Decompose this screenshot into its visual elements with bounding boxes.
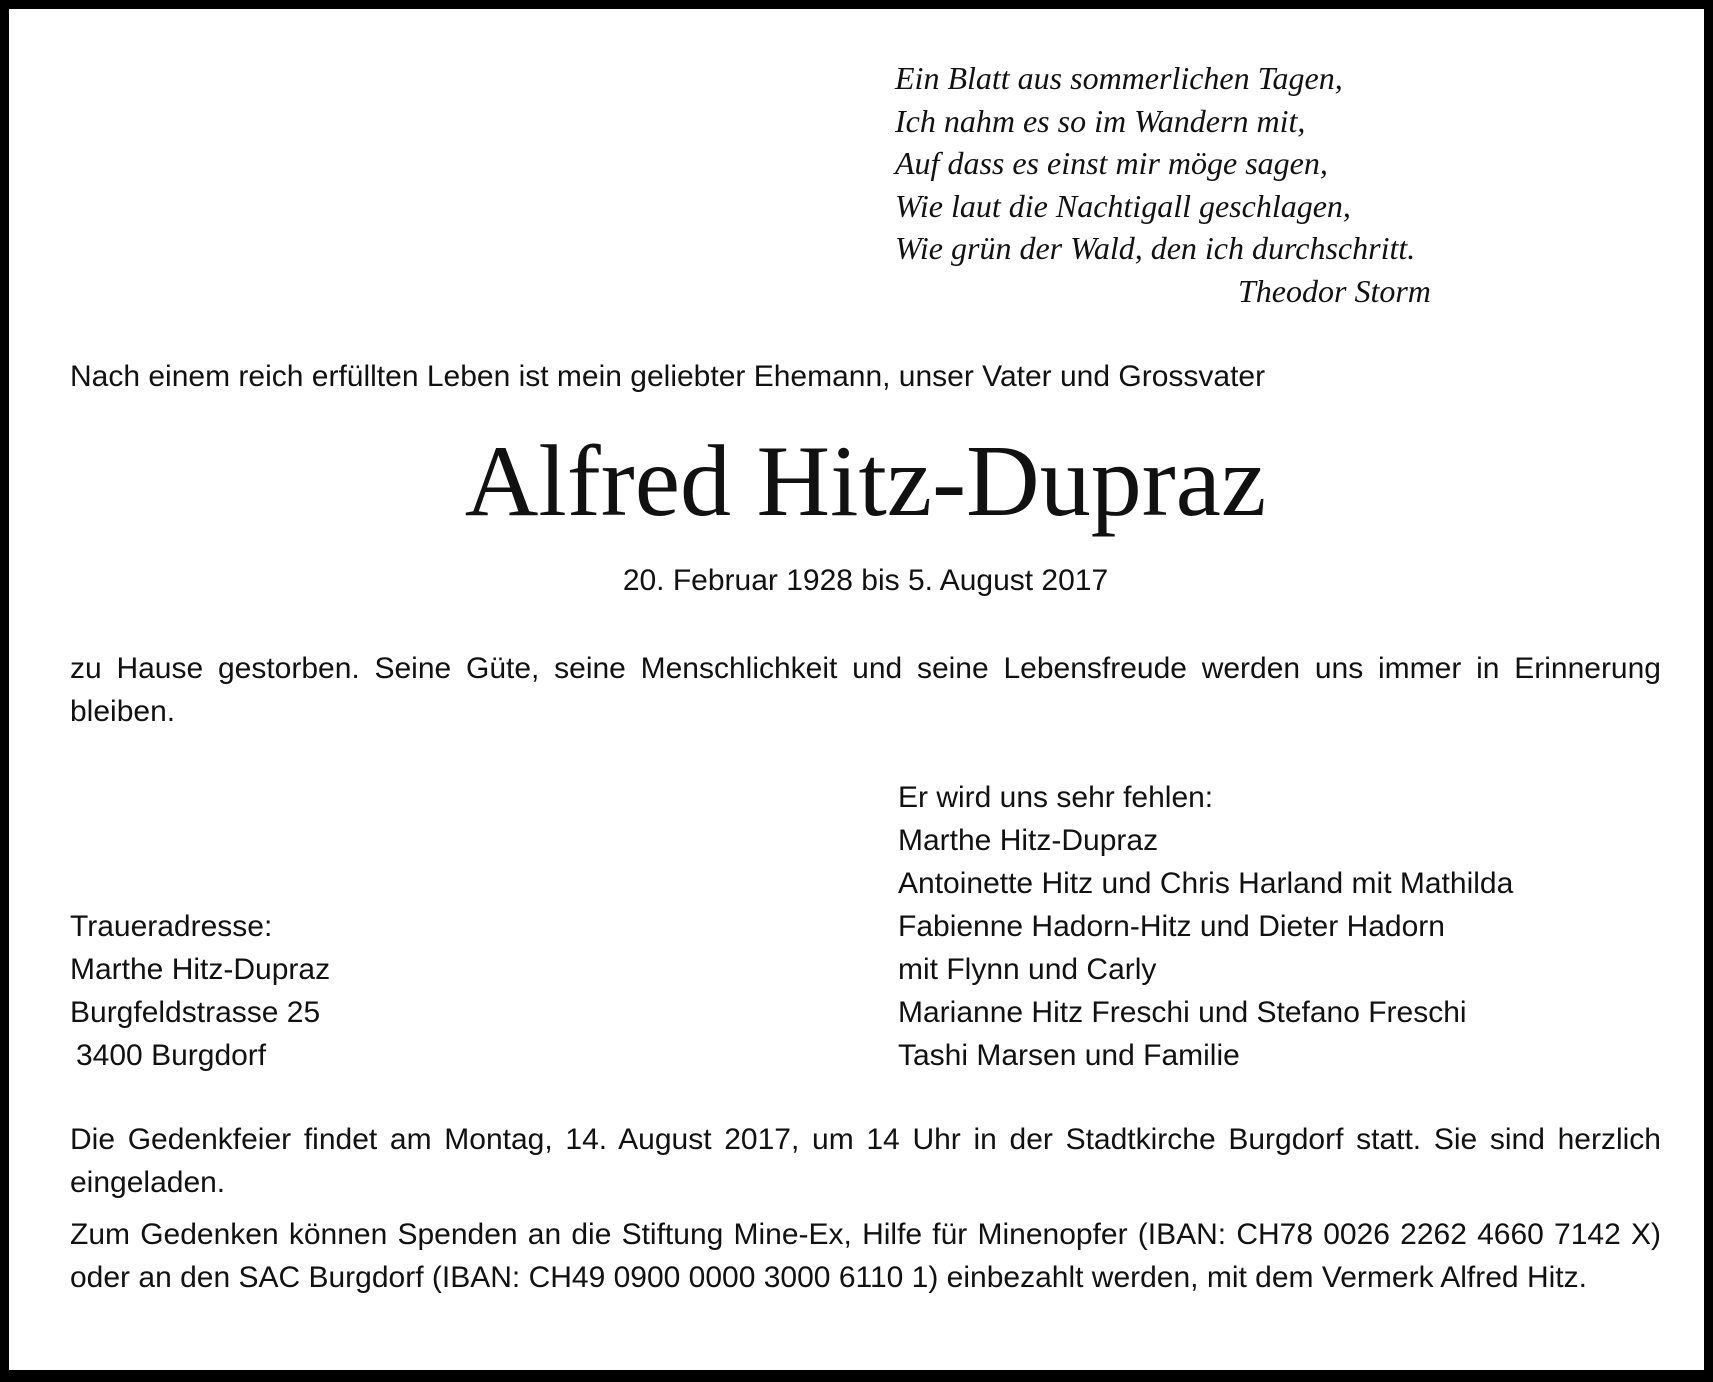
poem-line: Auf dass es einst mir möge sagen, — [895, 145, 1328, 181]
address-city: 3400 Burgdorf — [76, 1039, 267, 1072]
poem-line: Wie laut die Nachtigall geschlagen, — [895, 187, 1351, 224]
mourner-name: mit Flynn und Carly — [898, 953, 1157, 986]
mourner-name: Fabienne Hadorn-Hitz und Dieter Hadorn — [898, 910, 1445, 943]
mourner-name: Antoinette Hitz und Chris Harland mit Mathilda — [898, 867, 1514, 900]
mourning-address — [70, 905, 330, 1077]
address-label: Traueradresse: — [70, 910, 273, 943]
poem-line: Ein Blatt aus sommerlichen Tagen, — [895, 60, 1343, 96]
poem-line: Wie grün der Wald, den ich durchschritt. — [895, 230, 1416, 266]
mourners-list — [898, 776, 1513, 1077]
address-name: Marthe Hitz-Dupraz — [70, 953, 331, 986]
intro-text: Nach einem reich erfüllten Leben ist mein geliebter Ehemann, unser Vater und Grossvater — [70, 360, 1266, 393]
memorial-paragraph: Die Gedenkfeier findet am Montag, 14. August 2017, um 14 Uhr in der Stadtkirche Burgdorf statt. Sie sind herzlich eingeladen. — [70, 1123, 1661, 1199]
mourner-name: Marthe Hitz-Dupraz — [898, 824, 1159, 857]
tribute-paragraph: zu Hause gestorben. Seine Güte, seine Menschlichkeit und seine Lebensfreude werden uns immer in Erinnerung bleiben. — [70, 652, 1661, 728]
donations-paragraph: Zum Gedenken können Spenden an die Stiftung Mine-Ex, Hilfe für Minenopfer (IBAN: CH78 0026 2262 4660 7142 X) oder an den SAC Burgdorf (IBAN: CH49 0900 0000 3000 6110 1) einbezahlt werden, mit dem Vermerk Alfred Hitz. — [70, 1218, 1661, 1294]
address-street: Burgfeldstrasse 25 — [70, 996, 321, 1029]
life-dates: 20. Februar 1928 bis 5. August 2017 — [622, 564, 1109, 597]
mourner-name: Marianne Hitz Freschi und Stefano Freschi — [898, 996, 1467, 1029]
deceased-name: Alfred Hitz-Dupraz — [464, 425, 1267, 538]
poem-line: Ich nahm es so im Wandern mit, — [895, 102, 1306, 139]
poem — [895, 57, 1575, 312]
poem-author: Theodor Storm — [1238, 272, 1431, 309]
mourners-heading: Er wird uns sehr fehlen: — [898, 781, 1214, 814]
mourner-name: Tashi Marsen und Familie — [898, 1039, 1240, 1072]
